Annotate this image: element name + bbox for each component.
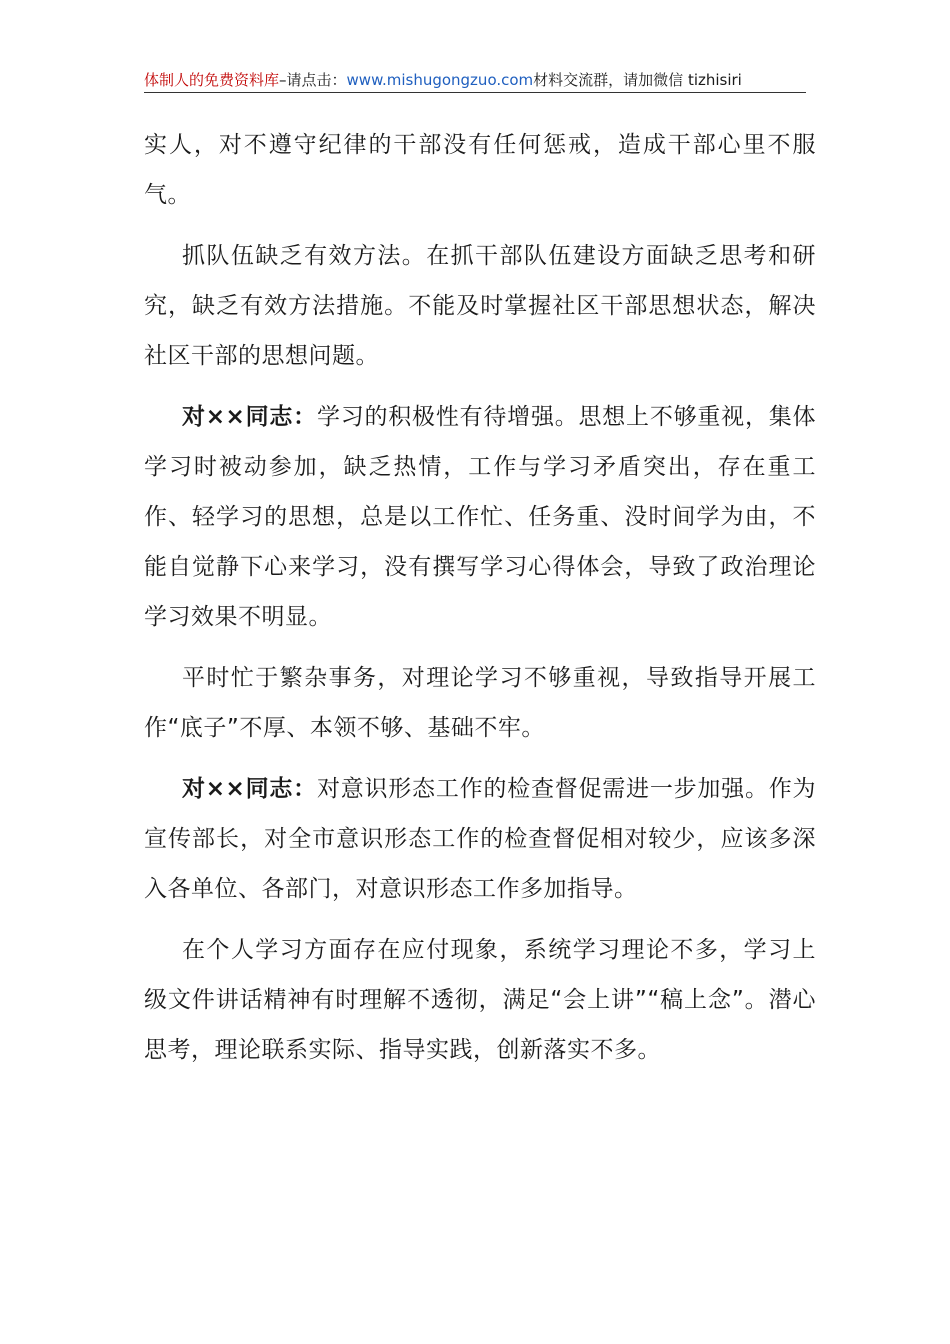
paragraph-text: 对意识形态工作的检查督促需进一步加强。作为宣传部长，对全市意识形态工作的检查督促相对较少，应该多深入各单位、各部门，对意识形态工作多加指导。 — [144, 776, 816, 902]
paragraph-text: 实人，对不遵守纪律的干部没有任何惩戒，造成干部心里不服气。 — [144, 132, 816, 208]
paragraph-2 — [144, 231, 816, 381]
paragraph-lead: 对××同志： — [182, 776, 317, 802]
document-body — [144, 120, 816, 1086]
paragraph-lead: 对××同志： — [182, 404, 317, 430]
paragraph-text: 学习的积极性有待增强。思想上不够重视，集体学习时被动参加，缺乏热情，工作与学习矛盾突出，存在重工作、轻学习的思想，总是以工作忙、任务重、没时间学为由，不能自觉静下心来学习，没有撰写学习心得体会，导致了政治理论学习效果不明显。 — [144, 404, 816, 630]
header-brand: 体制人的免费资料库 — [144, 71, 280, 89]
header-contact: 材料交流群，请加微信 tizhisiri — [533, 71, 742, 89]
paragraph-6 — [144, 925, 816, 1075]
paragraph-4 — [144, 653, 816, 753]
paragraph-1 — [144, 120, 816, 220]
page-header — [144, 70, 806, 93]
paragraph-text: 抓队伍缺乏有效方法。在抓干部队伍建设方面缺乏思考和研究，缺乏有效方法措施。不能及时掌握社区干部思想状态，解决社区干部的思想问题。 — [144, 243, 816, 369]
paragraph-3 — [144, 392, 816, 642]
header-url-link[interactable]: www.mishugongzuo.com — [346, 71, 534, 89]
paragraph-text: 平时忙于繁杂事务，对理论学习不够重视，导致指导开展工作“底子”不厚、本领不够、基础不牢。 — [144, 665, 816, 741]
paragraph-text: 在个人学习方面存在应付现象，系统学习理论不多，学习上级文件讲话精神有时理解不透彻，满足“会上讲”“稿上念”。潜心思考，理论联系实际、指导实践，创新落实不多。 — [144, 937, 816, 1063]
paragraph-5 — [144, 764, 816, 914]
header-separator: –请点击： — [279, 71, 347, 89]
